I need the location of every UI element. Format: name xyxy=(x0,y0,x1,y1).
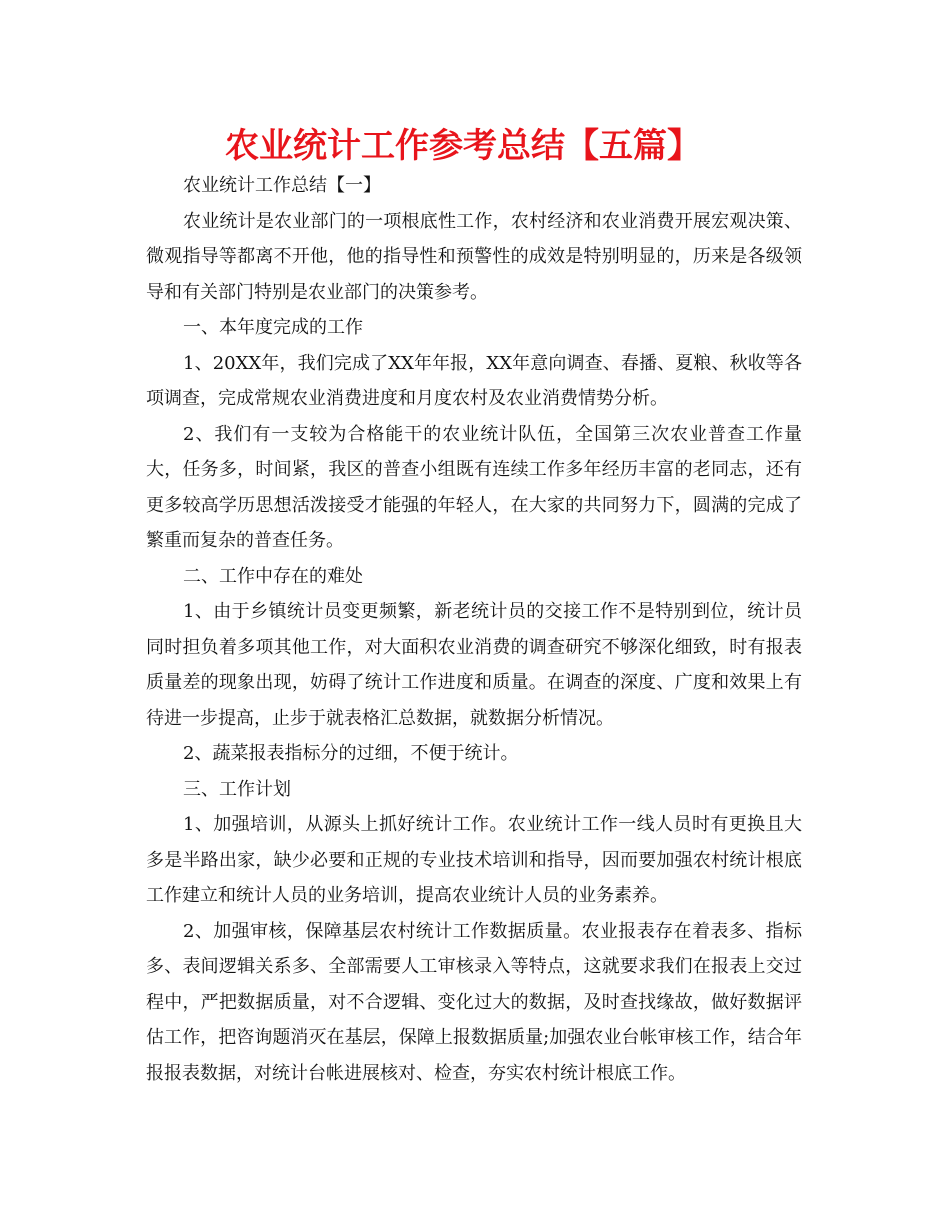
body-paragraph: 2、我们有一支较为合格能干的农业统计队伍，全国第三次农业普查工作量大，任务多，时间紧，我区的普查小组既有连续工作多年经历丰富的老同志，还有更多较高学历思想活泼接受才能强的年轻人，在大家的共同努力下，圆满的完成了繁重而复杂的普查任务。 xyxy=(146,423,802,551)
body-paragraph: 1、20XX年，我们完成了XX年年报，XX年意向调查、春播、夏粮、秋收等各项调查，完成常规农业消费进度和月度农村及农业消费情势分析。 xyxy=(146,352,802,409)
section-heading: 农业统计工作总结【一】 xyxy=(183,175,381,196)
section-heading: 二、工作中存在的难处 xyxy=(183,565,363,587)
section-heading: 三、工作计划 xyxy=(183,778,291,800)
section-heading: 一、本年度完成的工作 xyxy=(183,317,363,338)
document-title: 农业统计工作参考总结【五篇】 xyxy=(225,126,701,166)
body-paragraph: 2、蔬菜报表指标分的过细，不便于统计。 xyxy=(183,743,519,764)
document-body xyxy=(146,168,802,1091)
body-paragraph: 2、加强审核，保障基层农村统计工作数据质量。农业报表存在着表多、指标多、表间逻辑关系多、全部需要人工审核录入等特点，这就要求我们在报表上交过程中，严把数据质量，对不合逻辑、变化过大的数据，及时查找缘故，做好数据评估工作，把咨询题消灭在基层，保障上报数据质量;加强农业台帐审核工作，结合年报报表数据，对统计台帐进展核对、检查，夯实农村统计根底工作。 xyxy=(146,920,802,1084)
body-paragraph: 1、由于乡镇统计员变更频繁，新老统计员的交接工作不是特别到位，统计员同时担负着多项其他工作，对大面积农业消费的调查研究不够深化细致，时有报表质量差的现象出现，妨碍了统计工作进度和质量。在调查的深度、广度和效果上有待进一步提高，止步于就表格汇总数据，就数据分析情况。 xyxy=(146,601,802,729)
intro-paragraph: 农业统计是农业部门的一项根底性工作，农村经济和农业消费开展宏观决策、微观指导等都离不开他，他的指导性和预警性的成效是特别明显的，历来是各级领导和有关部门特别是农业部门的决策参考。 xyxy=(146,210,802,303)
body-paragraph: 1、加强培训，从源头上抓好统计工作。农业统计工作一线人员时有更换且大多是半路出家，缺少必要和正规的专业技术培训和指导，因而要加强农村统计根底工作建立和统计人员的业务培训，提高农业统计人员的业务素养。 xyxy=(146,814,802,906)
